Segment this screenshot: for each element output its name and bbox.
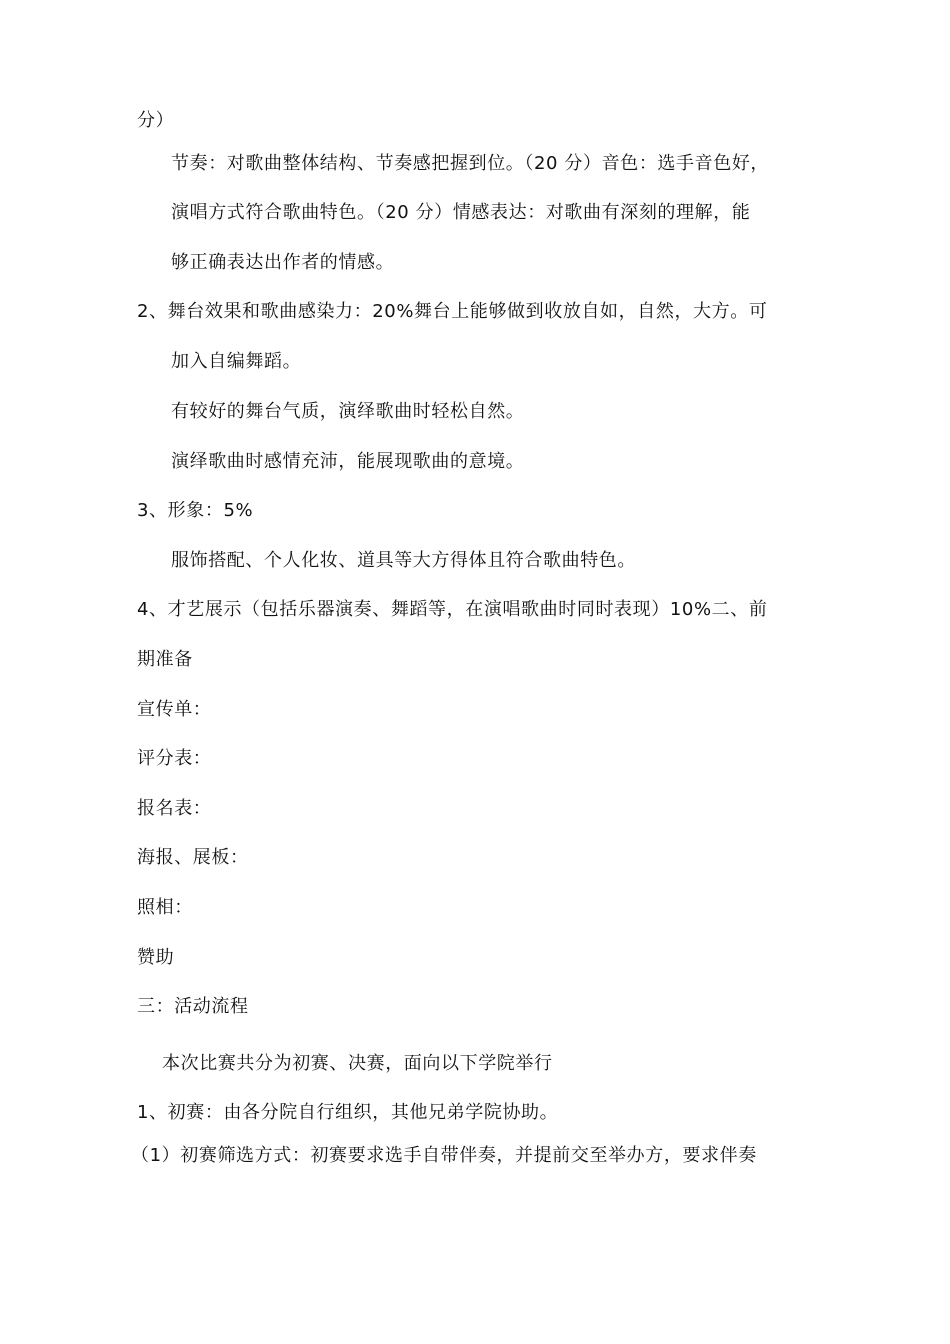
text-line: 加入自编舞蹈。 bbox=[171, 351, 302, 372]
text-line: 有较好的舞台气质，演绎歌曲时轻松自然。 bbox=[171, 401, 525, 422]
text-line: （1）初赛筛选方式：初赛要求选手自带伴奏，并提前交至举办方，要求伴奏 bbox=[131, 1145, 757, 1166]
text-line: 够正确表达出作者的情感。 bbox=[171, 252, 395, 273]
text-line: 分） bbox=[137, 110, 175, 131]
text-line: 本次比赛共分为初赛、决赛，面向以下学院举行 bbox=[162, 1053, 553, 1074]
text-line: 宣传单： bbox=[137, 699, 212, 720]
text-line: 演唱方式符合歌曲特色。（20 分）情感表达：对歌曲有深刻的理解，能 bbox=[171, 202, 751, 223]
text-line: 节奏：对歌曲整体结构、节奏感把握到位。（20 分）音色：选手音色好， bbox=[171, 153, 770, 174]
text-line: 4、才艺展示（包括乐器演奏、舞蹈等，在演唱歌曲时同时表现）10%二、前 bbox=[137, 599, 768, 620]
text-line: 海报、展板： bbox=[137, 847, 249, 868]
text-line: 1、初赛：由各分院自行组织，其他兄弟学院协助。 bbox=[137, 1102, 559, 1123]
text-line: 演绎歌曲时感情充沛，能展现歌曲的意境。 bbox=[171, 451, 525, 472]
text-line: 3、形象：5% bbox=[137, 500, 254, 521]
text-line: 期准备 bbox=[137, 649, 193, 670]
text-line: 报名表： bbox=[137, 798, 212, 819]
text-line: 照相： bbox=[137, 897, 193, 918]
text-line: 服饰搭配、个人化妆、道具等大方得体且符合歌曲特色。 bbox=[171, 550, 636, 571]
text-line: 三：活动流程 bbox=[137, 996, 249, 1017]
text-line: 赞助 bbox=[137, 947, 175, 968]
text-line: 2、舞台效果和歌曲感染力：20%舞台上能够做到收放自如，自然，大方。可 bbox=[137, 301, 768, 322]
text-line: 评分表： bbox=[137, 748, 212, 769]
